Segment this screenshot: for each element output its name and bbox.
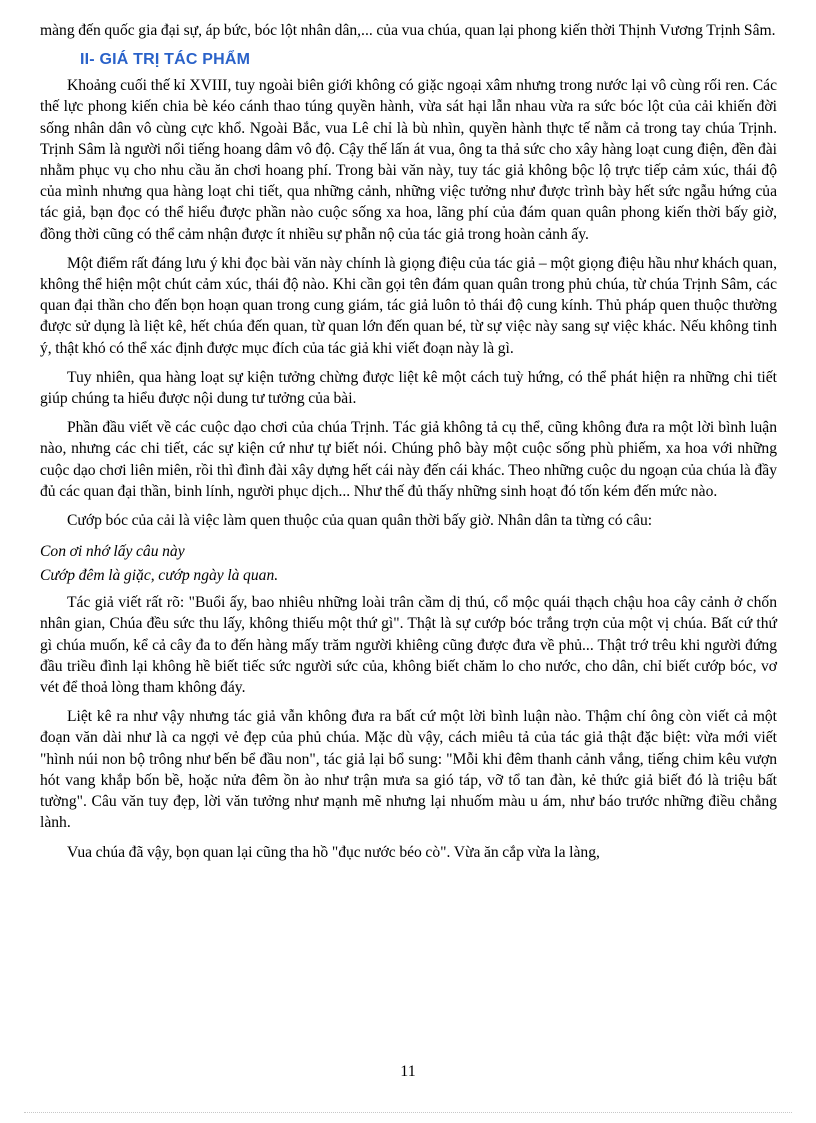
paragraph: Khoảng cuối thế kỉ XVIII, tuy ngoài biên giới không có giặc ngoại xâm nhưng trong nước lại vô cùng rối ren. Các thế lực phong kiến chia bè kéo cánh thao túng quyền hành, vừa sát hại lẫn nhau vừa ra sức bóc lột của cải khiến đời sống nhân dân vô cùng cực khổ. Ngoài Bắc, vua Lê chỉ là bù nhìn, quyền hành thực tế nằm cả trong tay chúa Trịnh. Trịnh Sâm là người nổi tiếng hoang dâm vô độ. Cậy thế lấn át vua, ông ta thả sức cho xây hàng loạt cung điện, đền đài nhằm phục vụ cho nhu cầu ăn chơi hoang phí. Trong bài văn này, tuy tác giả không bộc lộ trực tiếp cảm xúc, thái độ của mình nhưng qua hàng loạt chi tiết, qua những cảnh, những việc tưởng như được trình bày hết sức ngẫu hứng của tác giả, bạn đọc có thể hiểu được phần nào cuộc sống xa hoa, lãng phí của đám quan quân phong kiến thời bấy giờ, đồng thời cũng có thể cảm nhận được ít nhiều sự phẫn nộ của tác giả trong hoàn cảnh ấy. — [40, 77, 777, 243]
verse-line: Cướp đêm là giặc, cướp ngày là quan. — [40, 567, 279, 585]
paragraph: Vua chúa đã vậy, bọn quan lại cũng tha hồ "đục nước béo cò". Vừa ăn cắp vừa la làng, — [67, 843, 600, 861]
paragraph: Tác giả viết rất rõ: "Buổi ấy, bao nhiêu những loài trân cầm dị thú, cổ mộc quái thạch chậu hoa cây cảnh ở chốn nhân gian, Chúa đều sức thu lấy, không thiếu một thứ gì". Thật là sự cướp bóc trắng trợn của một vị chúa. Bất cứ thứ gì chúa muốn, kể cả cây đa to đến hàng mấy trăm người khiêng cũng được đưa về phủ... Thật trớ trêu khi người đứng đầu triều đình lại không hề biết tiếc sức người sức của, không biết chăm lo cho nước, cho dân, chỉ biết cướp bóc, vơ vét để thoả lòng tham không đáy. — [40, 594, 777, 697]
paragraph: Cướp bóc của cải là việc làm quen thuộc của quan quân thời bấy giờ. Nhân dân ta từng có câu: — [67, 512, 653, 530]
paragraph: Liệt kê ra như vậy nhưng tác giả vẫn không đưa ra bất cứ một lời bình luận nào. Thậm chí ông còn viết cả một đoạn văn dài như là ca ngợi vẻ đẹp của phủ chúa. Mặc dù vậy, cách miêu tả của tác giả thật đặc biệt: vừa mới viết "hình núi non bộ trông như bến bể đầu non", tác giả lại bổ sung: "Mỗi khi đêm thanh cảnh vắng, tiếng chim kêu vượn hót vang khắp bốn bề, hoặc nửa đêm ồn ào như trận mưa sa gió táp, vỡ tổ tan đàn, kẻ thức giả biết đó là triệu bất tường". Câu văn tuy đẹp, lời văn tưởng như mạnh mẽ nhưng lại nhuốm màu u ám, như báo trước những điều chẳng lành. — [40, 708, 777, 832]
paragraph: màng đến quốc gia đại sự, áp bức, bóc lột nhân dân,... của vua chúa, quan lại phong kiến thời Thịnh Vương Trịnh Sâm. — [40, 22, 776, 39]
page-number: 11 — [400, 1063, 416, 1080]
section-heading: II- GIÁ TRỊ TÁC PHẨM — [80, 51, 251, 69]
document-page — [40, 20, 777, 863]
verse-line: Con ơi nhớ lấy câu này — [40, 543, 185, 561]
paragraph: Phần đầu viết về các cuộc dạo chơi của chúa Trịnh. Tác giả không tả cụ thể, cũng không đưa ra một lời bình luận nào, nhưng các chi tiết, các sự kiện cứ như tự biết nói. Chúng phô bày một cuộc sống phù phiếm, xa hoa với những cuộc dạo chơi liên miên, rồi thì đình đài xây dựng hết cái này đến cái khác. Theo những cuộc du ngoạn của chúa là đầy đủ các quan đại thần, binh lính, người phục dịch... Như thế đủ thấy những sinh hoạt đó tốn kém đến mức nào. — [40, 419, 777, 500]
paragraph: Một điểm rất đáng lưu ý khi đọc bài văn này chính là giọng điệu của tác giả – một giọng điệu hầu như khách quan, không thể hiện một chút cảm xúc, thái độ nào. Khi cần gọi tên đám quan quân trong phủ chúa, từ chúa Trịnh Sâm, các quan đại thần cho đến bọn hoạn quan trong cung giám, tác giả luôn tỏ thái độ cung kính. Thủ pháp quen thuộc thường được sử dụng là liệt kê, hết chúa đến quan, từ quan lớn đến quan bé, từ sự việc này sang sự việc khác. Nếu không tinh ý, thật khó có thể xác định được mục đích của tác giả khi viết đoạn này là gì. — [40, 254, 777, 357]
paragraph: Tuy nhiên, qua hàng loạt sự kiện tưởng chừng được liệt kê một cách tuỳ hứng, có thể phát hiện ra những chi tiết giúp chúng ta hiểu được nội dung tư tưởng của bài. — [40, 368, 777, 408]
page-bottom-divider — [24, 1112, 792, 1113]
